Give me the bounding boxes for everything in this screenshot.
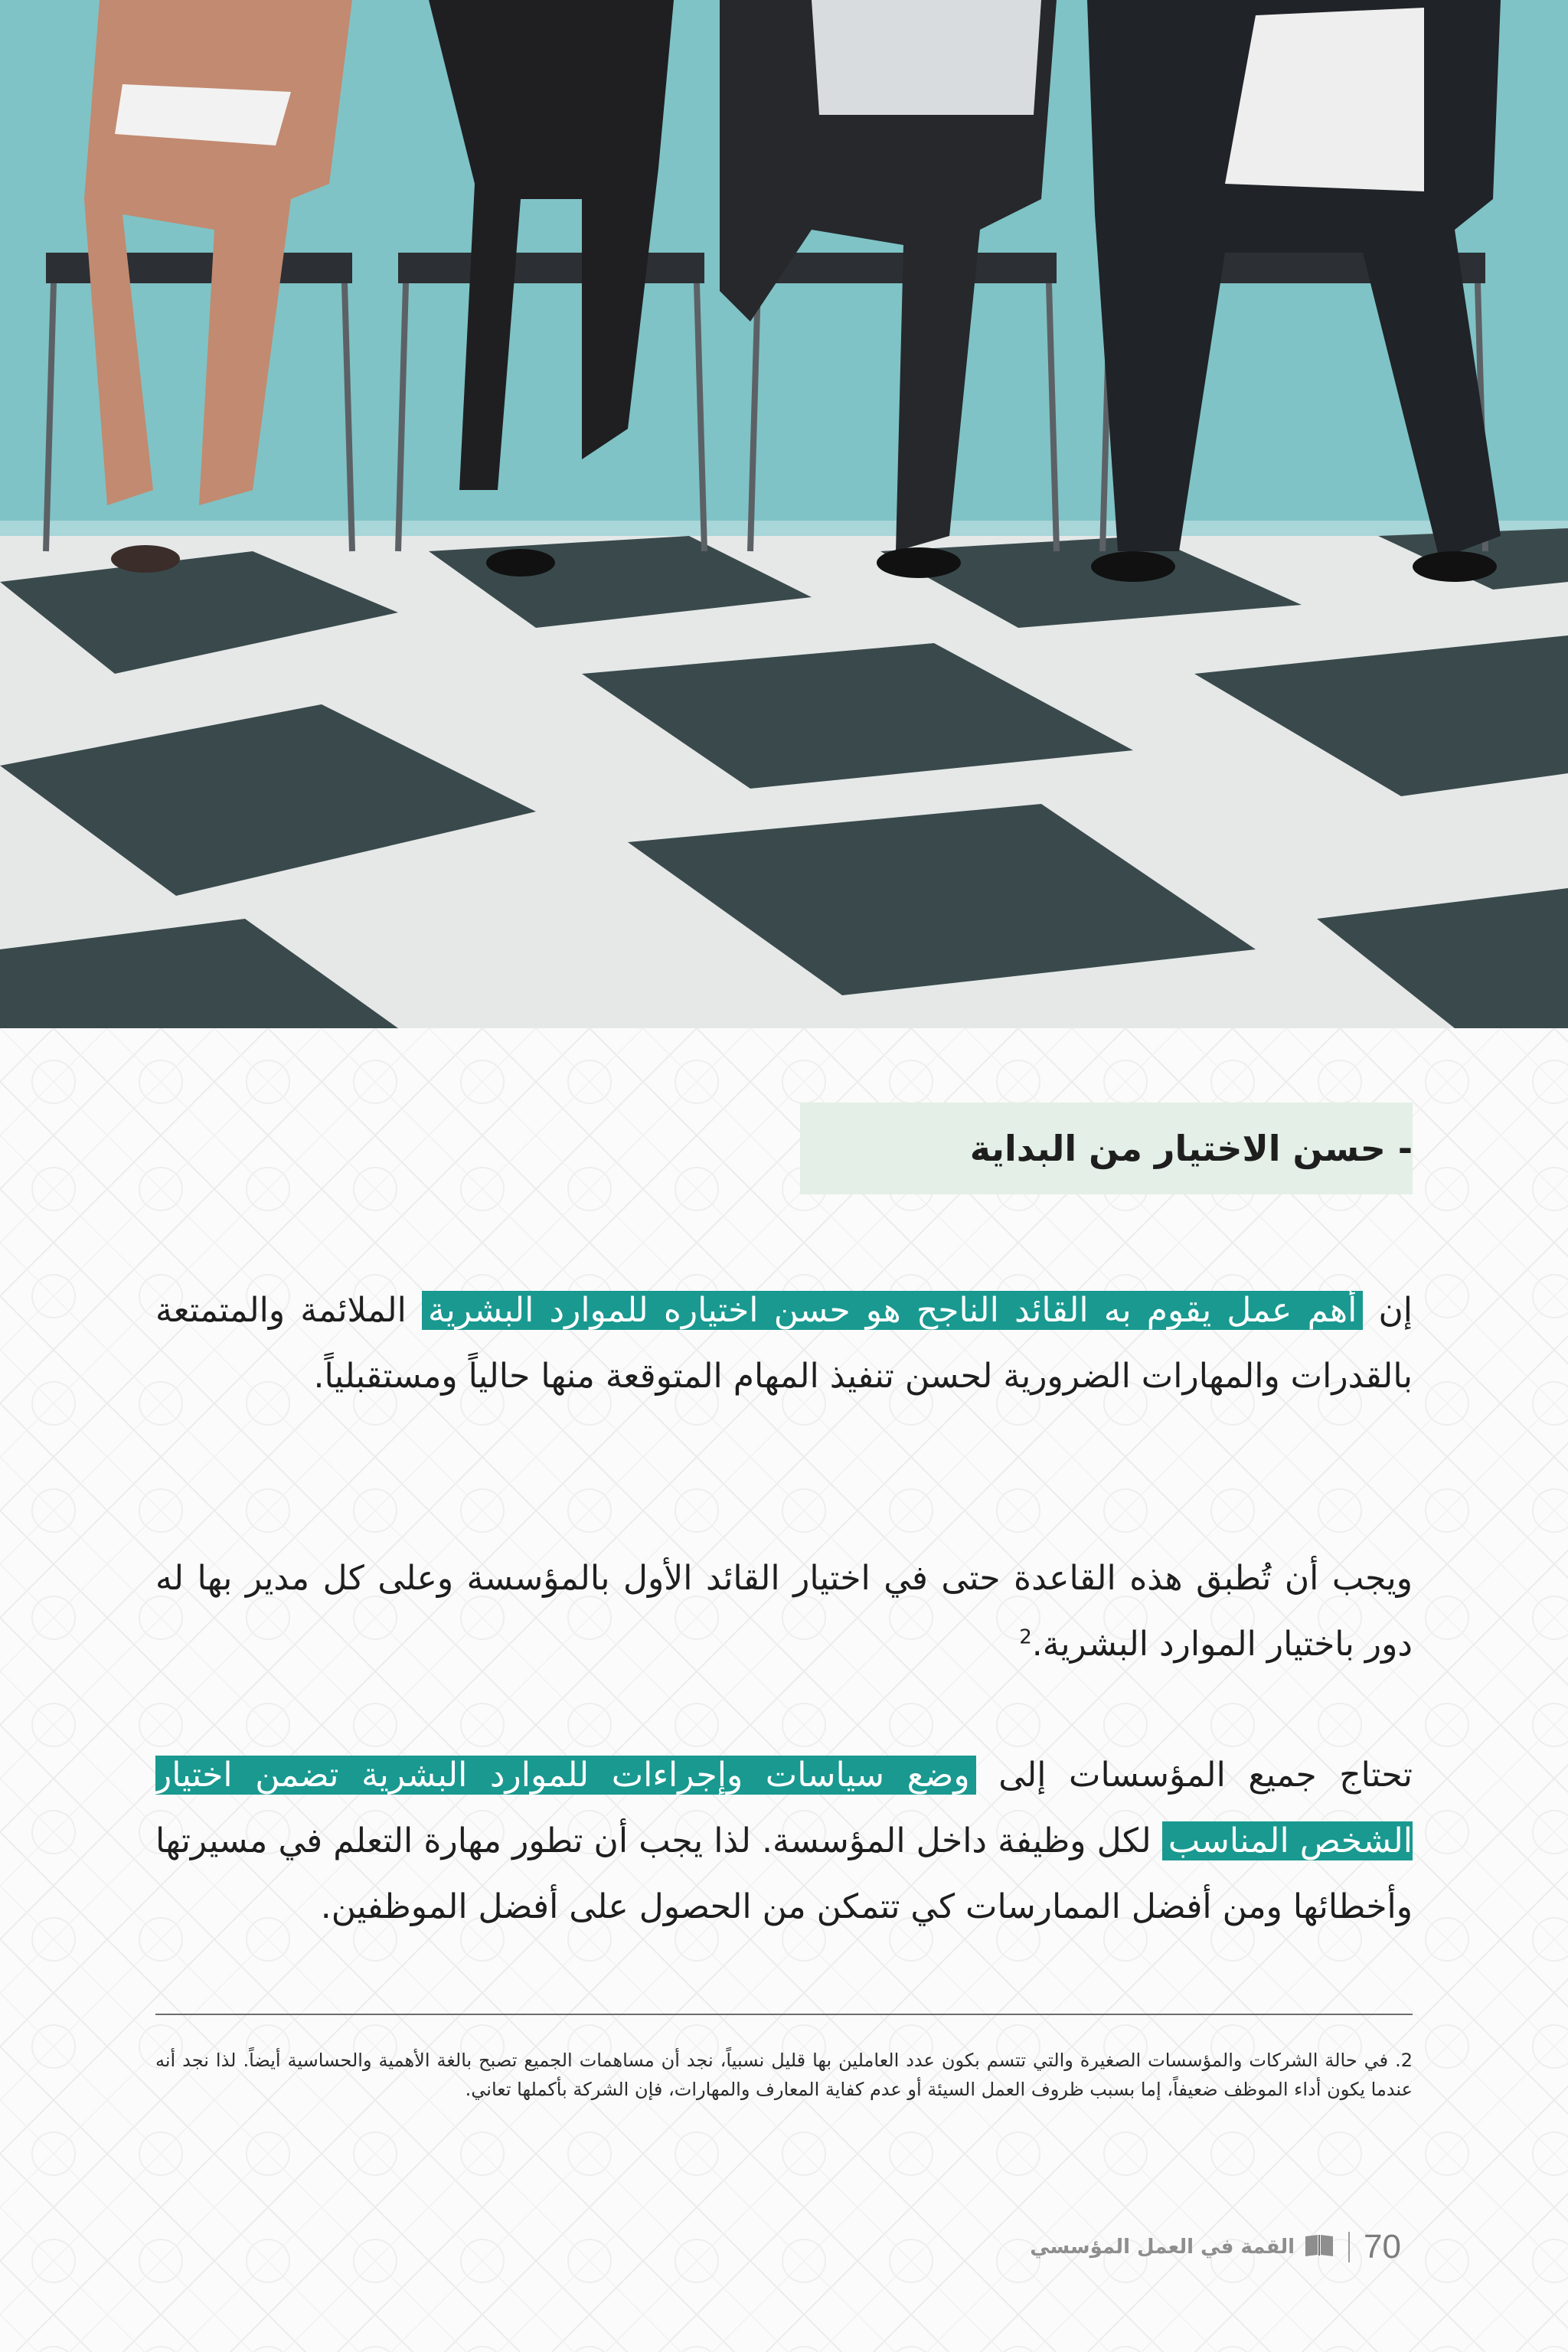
paragraph-2-text: ويجب أن تُطبق هذه القاعدة حتى في اختيار القائد الأول بالمؤسسة وعلى كل مدير بها له دور باختيار الموارد البشرية. bbox=[155, 1559, 1413, 1664]
paragraph-1-lead: إن bbox=[1363, 1291, 1413, 1330]
book-title: القمة في العمل المؤسسي bbox=[1030, 2236, 1295, 2259]
paragraph-3-lead: تحتاج جميع المؤسسات إلى bbox=[975, 1756, 1413, 1795]
paragraph-3-highlight: وضع سياسات وإجراءات للموارد البشرية تضمن اختيار الشخص المناسب bbox=[155, 1756, 1413, 1860]
paragraph-1-rest: الملائمة والمتمتعة بالقدرات والمهارات الضرورية لحسن تنفيذ المهام المتوقعة منها حالياً ومستقبلياً. bbox=[155, 1291, 1413, 1396]
footer-divider bbox=[1348, 2232, 1350, 2262]
paragraph-2 bbox=[155, 1546, 1413, 1677]
footnote: 2. في حالة الشركات والمؤسسات الصغيرة والتي تتسم بكون عدد العاملين بها قليل نسبياً، نجد أن مساهمات الجميع تصبح بالغة الأهمية والحساسية أيضاً. لذا نجد أنه عندما يكون أداء الموظف ضعيفاً، إما بسبب ظروف العمل السيئة أو عدم كفاية المعارف والمهارات، فإن الشركة بأكملها تعاني. bbox=[155, 2050, 1413, 2100]
background-pattern bbox=[0, 1028, 1568, 2352]
page-footer bbox=[1030, 2220, 1401, 2274]
page-number: 70 bbox=[1364, 2228, 1401, 2265]
open-book-icon bbox=[1304, 2233, 1334, 2261]
header-photo bbox=[0, 0, 1568, 1028]
waiting-room-illustration bbox=[0, 0, 1568, 1028]
footnote-reference[interactable]: 2 bbox=[1019, 1625, 1032, 1649]
footnote-divider bbox=[155, 2014, 1413, 2015]
geometric-pattern bbox=[0, 1028, 1568, 2352]
section-heading: - حسن الاختيار من البداية bbox=[969, 1128, 1413, 1169]
paragraph-3 bbox=[155, 1743, 1413, 1940]
paragraph-1 bbox=[155, 1278, 1413, 1410]
paragraph-1-highlight: أهم عمل يقوم به القائد الناجح هو حسن اختياره للموارد البشرية bbox=[422, 1291, 1363, 1330]
paragraph-3-rest: لكل وظيفة داخل المؤسسة. لذا يجب أن تطور مهارة التعلم في مسيرتها وأخطائها ومن أفضل الممارسات كي تتمكن من الحصول على أفضل الموظفين. bbox=[155, 1821, 1413, 1926]
